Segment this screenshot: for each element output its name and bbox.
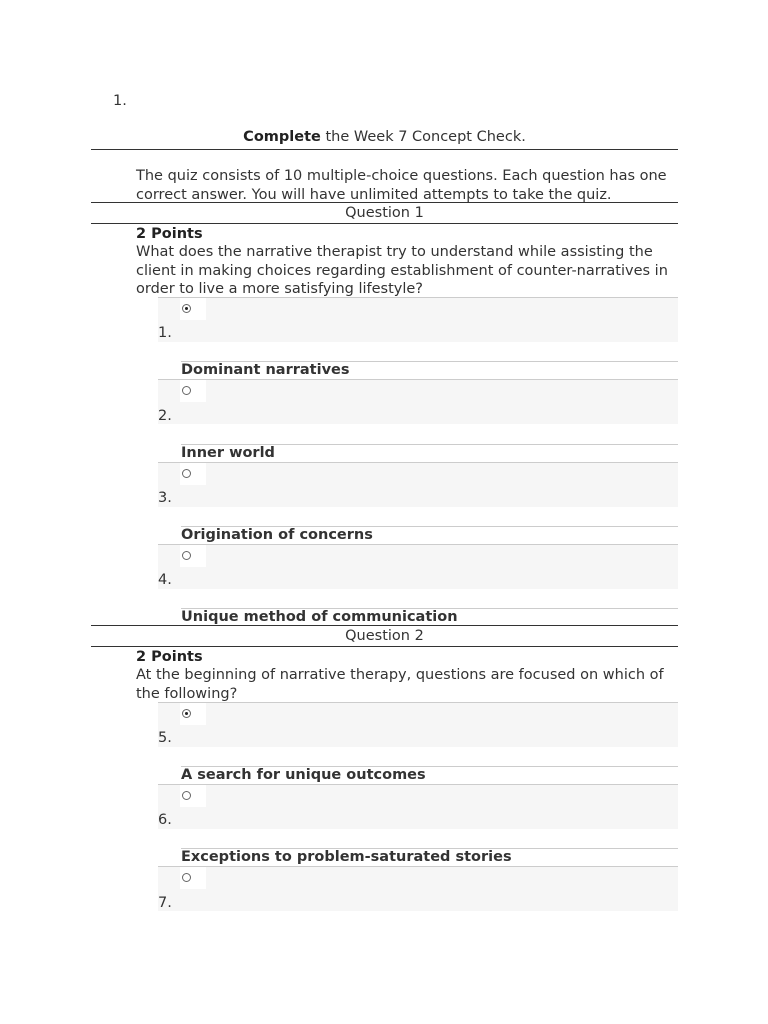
option-number: 7. [158, 895, 172, 911]
answer-label[interactable]: Inner world [181, 445, 275, 461]
question-points: 2 Points [136, 649, 203, 665]
question-text: At the beginning of narrative therapy, questions are focused on which of the following? [136, 667, 664, 702]
option-row[interactable] [158, 703, 678, 747]
divider [91, 149, 678, 150]
divider [91, 202, 678, 203]
question-header: Question 1 [345, 205, 424, 221]
option-row[interactable] [158, 298, 678, 342]
radio-button[interactable] [182, 709, 191, 718]
instruction-rest: the Week 7 Concept Check. [320, 129, 526, 145]
divider [91, 625, 678, 626]
option-row[interactable] [158, 867, 678, 911]
question-points: 2 Points [136, 226, 203, 242]
question-header: Question 2 [345, 628, 424, 644]
radio-button[interactable] [182, 551, 191, 560]
option-number: 3. [158, 490, 172, 506]
answer-label[interactable]: Exceptions to problem-saturated stories [181, 849, 512, 865]
radio-button[interactable] [182, 791, 191, 800]
option-row[interactable] [158, 380, 678, 424]
instruction-bold: Complete [243, 129, 321, 145]
option-row[interactable] [158, 785, 678, 829]
divider [91, 223, 678, 224]
option-number: 6. [158, 812, 172, 828]
quiz-intro: The quiz consists of 10 multiple-choice questions. Each question has one correct answer. You will have unlimited attempts to take the quiz. [136, 168, 667, 203]
radio-button[interactable] [182, 304, 191, 313]
radio-button[interactable] [182, 386, 191, 395]
list-number: 1. [113, 93, 127, 109]
option-row[interactable] [158, 545, 678, 589]
option-row[interactable] [158, 463, 678, 507]
answer-label[interactable]: A search for unique outcomes [181, 767, 426, 783]
radio-button[interactable] [182, 873, 191, 882]
answer-label[interactable]: Dominant narratives [181, 362, 350, 378]
radio-button[interactable] [182, 469, 191, 478]
option-number: 5. [158, 730, 172, 746]
answer-label[interactable]: Unique method of communication [181, 609, 458, 625]
answer-label[interactable]: Origination of concerns [181, 527, 373, 543]
divider [91, 646, 678, 647]
option-number: 2. [158, 408, 172, 424]
option-number: 1. [158, 325, 172, 341]
option-number: 4. [158, 572, 172, 588]
question-text: What does the narrative therapist try to understand while assisting the client in making choices regarding establishment of counter-narratives in order to live a more satisfying lifestyle? [136, 244, 668, 297]
page-title [91, 128, 678, 147]
